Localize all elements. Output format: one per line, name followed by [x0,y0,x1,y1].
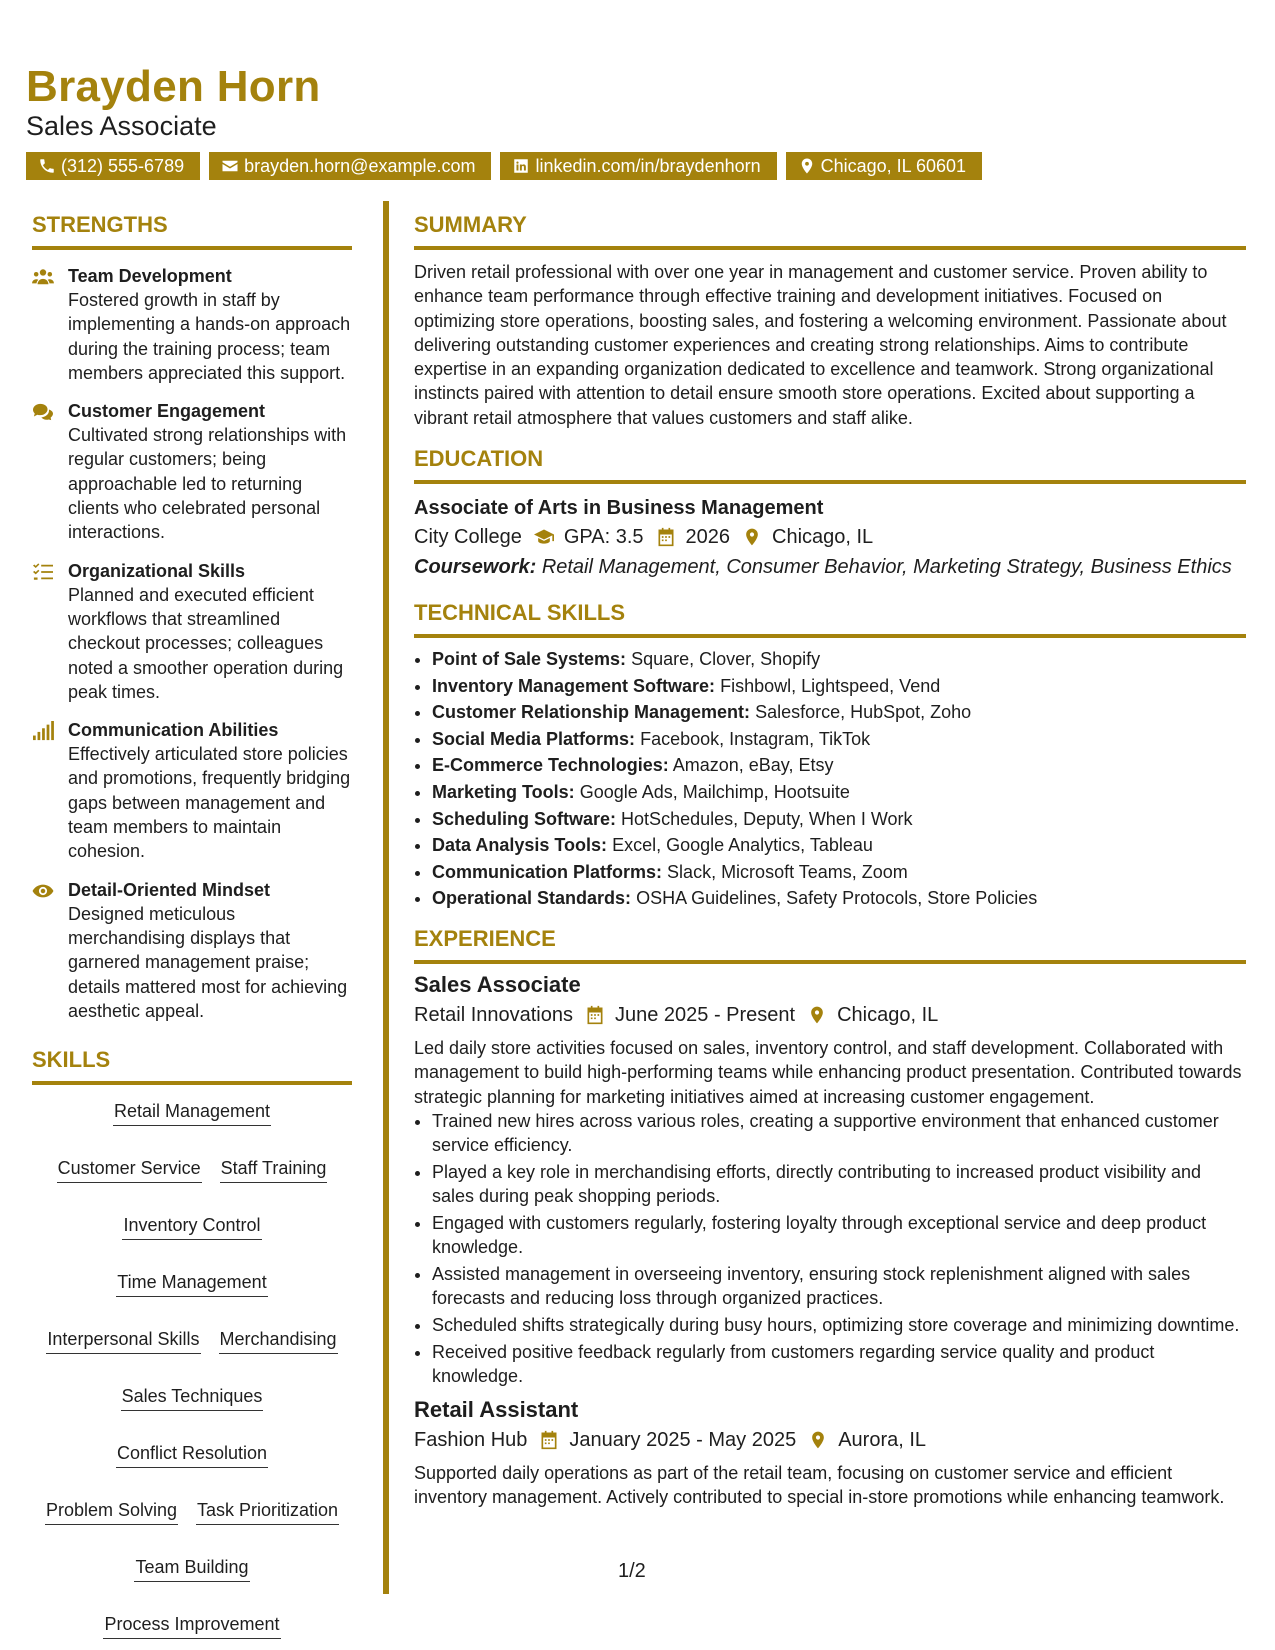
job-location: Chicago, IL [837,1004,939,1027]
tech-skill-item [432,726,1246,753]
candidate-title: Sales Associate [26,111,217,141]
phone-icon [38,157,56,175]
education-school: City College [414,526,522,549]
job-bullet: • Assisted management in overseeing inventory, ensuring stock replenishment aligned with sales forecasts and reducing loss through organized practices. [432,1262,1246,1311]
job-entry [414,1395,1246,1510]
education-degree: Associate of Arts in Business Management [414,497,824,520]
strength-item [32,399,352,544]
job-bullets [414,1109,1246,1389]
signal-icon [32,721,54,741]
tech-skill-item [432,779,1246,806]
skill-tag: Conflict Resolution [116,1441,268,1468]
location-icon [742,527,762,547]
tech-skill-label: Marketing Tools: [432,782,575,803]
strength-desc: Effectively articulated store policies and promotions, frequently bridging gaps between management and team members to maintain cohesion. [68,744,351,862]
tech-skill-item [432,673,1246,700]
tech-skill-label: Scheduling Software: [432,808,617,829]
skill-tag: Staff Training [220,1156,328,1183]
education-heading: EDUCATION [414,444,1246,484]
tech-skill-value: Excel, Google Analytics, Tableau [612,835,873,856]
location-icon [798,157,816,175]
calendar-icon [585,1005,605,1025]
tech-skill-label: Point of Sale Systems: [432,649,627,670]
tech-skill-label: E-Commerce Technologies: [432,755,669,776]
coursework-text: Retail Management, Consumer Behavior, Marketing Strategy, Business Ethics [541,556,1232,579]
linkedin-icon [512,157,530,175]
strength-item [32,559,352,704]
job-dates: June 2025 - Present [614,1004,796,1027]
strength-desc: Cultivated strong relationships with regular customers; being approachable led to returning clients who celebrated personal interactions. [68,425,347,543]
graduation-cap-icon [534,527,554,547]
tech-skill-value: Google Ads, Mailchimp, Hootsuite [579,782,850,803]
experience-heading: EXPERIENCE [414,924,1246,964]
job-title: Sales Associate [414,972,581,998]
tech-skill-value: Facebook, Instagram, TikTok [640,728,871,749]
tech-skill-value: Amazon, eBay, Etsy [672,755,834,776]
location-icon [808,1430,828,1450]
job-description: Led daily store activities focused on sales, inventory control, and staff development. Collaborated with management to build high-performing teams while enhancing product presentation. Contributed towards strategic planning for marketing initiatives aimed at increasing customer engagement. [414,1038,1242,1107]
tech-skill-item [432,859,1246,886]
strength-desc: Fostered growth in staff by implementing a hands-on approach during the training process; team members appreciated this support. [68,290,351,383]
job-description: Supported daily operations as part of the retail team, focusing on customer service and efficient inventory management. Actively contributed to special in-store promotions while enhancing teamwork. [414,1462,1225,1507]
tech-skill-label: Operational Standards: [432,888,632,909]
job-title: Retail Assistant [414,1396,579,1422]
strength-title: Team Development [68,266,232,286]
resume-header [26,60,1256,180]
envelope-icon [221,157,239,175]
tech-skill-value: Slack, Microsoft Teams, Zoom [667,861,908,882]
skill-tag: Customer Service [57,1156,202,1183]
education-coursework [414,552,1246,582]
strength-item [32,718,352,863]
strength-title: Organizational Skills [68,560,246,581]
skills-heading: SKILLS [32,1045,352,1085]
tech-skill-value: Square, Clover, Shopify [631,649,821,670]
page-number: 1/2 [618,1560,646,1582]
strength-item [32,878,352,1023]
coursework-label: Coursework: [414,556,537,579]
job-bullet: • Played a key role in merchandising efforts, directly contributing to increased product visibility and sales during peak shopping periods. [432,1160,1246,1209]
users-icon [32,267,54,287]
contact-email-text: brayden.horn@example.com [244,156,476,176]
skill-tag: Sales Techniques [121,1384,264,1411]
contact-linkedin-text: linkedin.com/in/braydenhorn [535,156,761,176]
job-company: Retail Innovations [414,1004,573,1027]
tech-skill-item [432,885,1246,912]
contact-phone[interactable] [26,152,200,180]
summary-text: Driven retail professional with over one year in management and customer service. Proven ability to enhance team performance through effective training and development initiatives. Focused on optimizing store operations, boosting sales, and fostering a welcoming environment. Passionate about delivering outstanding customer experiences and creating strong relationships. Aims to contribute expertise in an expanding organization dedicated to excellence and teamwork. Strong organizational instincts paired with attention to detail ensure smooth store operations. Excited about supporting a vibrant retail atmosphere that values customers and staff alike. [414,262,1227,428]
strengths-heading: STRENGTHS [32,210,352,250]
technical-skills-heading: TECHNICAL SKILLS [414,598,1246,638]
education-year: 2026 [685,526,730,549]
skill-tag: Time Management [116,1270,267,1297]
tech-skill-label: Communication Platforms: [432,861,663,882]
summary-heading: SUMMARY [414,210,1246,250]
skill-tag: Interpersonal Skills [46,1327,200,1354]
strength-desc: Designed meticulous merchandising displays that garnered management praise; details mattered most for achieving aesthetic appeal. [68,903,348,1021]
contact-location-text: Chicago, IL 60601 [820,156,967,176]
job-bullet: • Engaged with customers regularly, fostering loyalty through exceptional service and deep product knowledge. [432,1211,1246,1260]
tech-skill-value: OSHA Guidelines, Safety Protocols, Store Policies [636,888,1038,909]
calendar-icon [656,527,676,547]
tech-skill-value: Salesforce, HubSpot, Zoho [755,702,972,723]
tech-skill-item [432,752,1246,779]
job-bullet: • Trained new hires across various roles, creating a supportive environment that enhanced customer service efficiency. [432,1109,1246,1158]
candidate-name: Brayden Horn [26,62,321,111]
strength-title: Detail-Oriented Mindset [68,879,271,900]
right-column [414,210,1246,1509]
contact-phone-text: (312) 555-6789 [61,156,185,176]
tech-skill-value: Fishbowl, Lightspeed, Vend [720,675,941,696]
job-dates: January 2025 - May 2025 [569,1428,797,1451]
tech-skill-label: Data Analysis Tools: [432,835,608,856]
education-meta [414,522,1246,552]
tech-skill-label: Inventory Management Software: [432,675,716,696]
job-meta [414,1000,1246,1030]
skill-tag: Merchandising [219,1327,338,1354]
skills-list [32,1099,352,1639]
skill-tag: Process Improvement [103,1612,280,1639]
education-gpa: GPA: 3.5 [563,526,644,549]
strength-desc: Planned and executed efficient workflows that streamlined checkout processes; colleagues noted a smoother operation during peak times. [68,584,344,702]
strength-title: Communication Abilities [68,720,279,741]
strength-item [32,264,352,385]
skill-tag: Problem Solving [45,1498,178,1525]
tech-skill-label: Social Media Platforms: [432,728,636,749]
technical-skills-list [414,646,1246,912]
skill-tag: Team Building [134,1555,249,1582]
contact-bar [26,152,1256,180]
skill-tag: Task Prioritization [196,1498,339,1525]
education-location: Chicago, IL [772,526,874,549]
job-company: Fashion Hub [414,1428,528,1451]
tech-skill-item [432,699,1246,726]
tech-skill-item [432,832,1246,859]
job-entry [414,970,1246,1389]
contact-location [786,152,982,180]
list-check-icon [32,562,54,582]
tech-skill-item [432,646,1246,673]
tech-skill-label: Customer Relationship Management: [432,702,751,723]
tech-skill-item [432,806,1246,833]
job-bullet: • Scheduled shifts strategically during busy hours, optimizing store coverage and minimizing downtime. [432,1313,1246,1337]
contact-email[interactable] [209,152,491,180]
job-meta [414,1425,1246,1455]
comments-icon [32,402,54,422]
location-icon [807,1005,827,1025]
job-bullet: • Received positive feedback regularly from customers regarding service quality and product knowledge. [432,1340,1246,1389]
eye-icon [32,881,54,901]
tech-skill-value: HotSchedules, Deputy, When I Work [621,808,913,829]
left-column [32,210,352,1639]
strength-title: Customer Engagement [68,401,266,422]
job-location: Aurora, IL [838,1428,927,1451]
column-divider [383,201,389,1594]
skill-tag: Retail Management [113,1099,271,1126]
skill-tag: Inventory Control [122,1213,261,1240]
calendar-icon [539,1430,559,1450]
contact-linkedin[interactable] [500,152,776,180]
